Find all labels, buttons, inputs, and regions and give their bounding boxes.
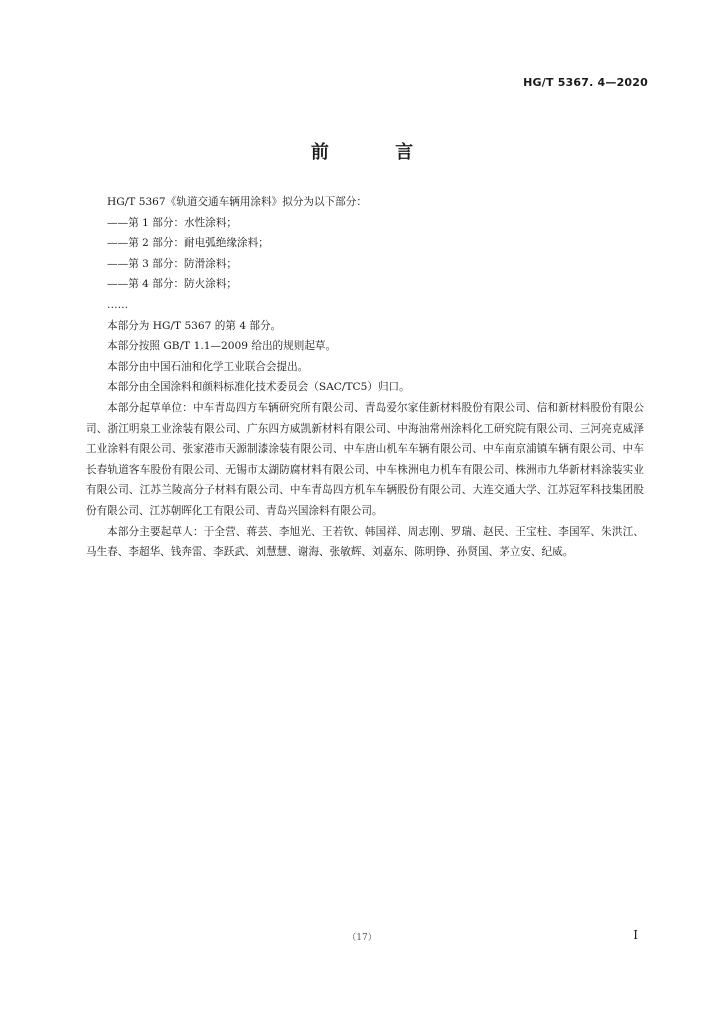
paragraph-drafters: 本部分主要起草人：于全营、蒋芸、李旭光、王若钦、韩国祥、周志刚、罗瑞、赵民、王宝柱、李国军、朱洪江、马生春、李超华、钱奔雷、李跃武、刘慧慧、谢海、张敏辉、刘嘉东、陈明铮、孙贤国、茅立安、纪威。 [86, 525, 644, 559]
standard-number: HG/T 5367. 4—2020 [523, 76, 648, 89]
list-item-part1: ——第 1 部分：水性涂料； [107, 216, 238, 229]
list-item-part2: ——第 2 部分：耐电弧绝缘涂料； [107, 237, 269, 250]
foreword-body [86, 192, 644, 563]
page-title: 前 言 [310, 142, 444, 163]
page-number: I [633, 928, 638, 942]
list-item-part3: ——第 3 部分：防滑涂料； [107, 257, 238, 270]
paragraph-drafting-rules: 本部分按照 GB/T 1.1—2009 给出的规则起草。 [107, 340, 337, 353]
paragraph-this-part: 本部分为 HG/T 5367 的第 4 部分。 [107, 319, 282, 332]
paragraph-intro: HG/T 5367《轨道交通车辆用涂料》拟分为以下部分： [107, 196, 367, 208]
list-ellipsis: …… [107, 298, 129, 311]
paragraph-proposed-by: 本部分由中国石油和化学工业联合会提出。 [107, 360, 309, 373]
paragraph-drafting-units: 本部分起草单位：中车青岛四方车辆研究所有限公司、青岛爱尔家佳新材料股份有限公司、信和新材料股份有限公司、浙江明泉工业涂装有限公司、广东四方威凯新材料有限公司、中海油常州涂料化工研究院有限公司、三河亮克威泽工业涂料有限公司、张家港市天源制漆涂装有限公司、中车唐山机车车辆有限公司、中车南京浦镇车辆有限公司、中车长春轨道客车股份有限公司、无锡市太湖防腐材料有限公司、中车株洲电力机车有限公司、株洲市九华新材料涂装实业有限公司、江苏兰陵高分子材料有限公司、中车青岛四方机车车辆股份有限公司、大连交通大学、江苏冠军科技集团股份有限公司、江苏朝晖化工有限公司、青岛兴国涂料有限公司。 [86, 401, 644, 517]
list-item-part4: ——第 4 部分：防火涂料； [107, 278, 238, 291]
paragraph-administered-by: 本部分由全国涂料和颜料标准化技术委员会（SAC/TC5）归口。 [107, 381, 410, 394]
page-marker: （17） [347, 933, 377, 943]
